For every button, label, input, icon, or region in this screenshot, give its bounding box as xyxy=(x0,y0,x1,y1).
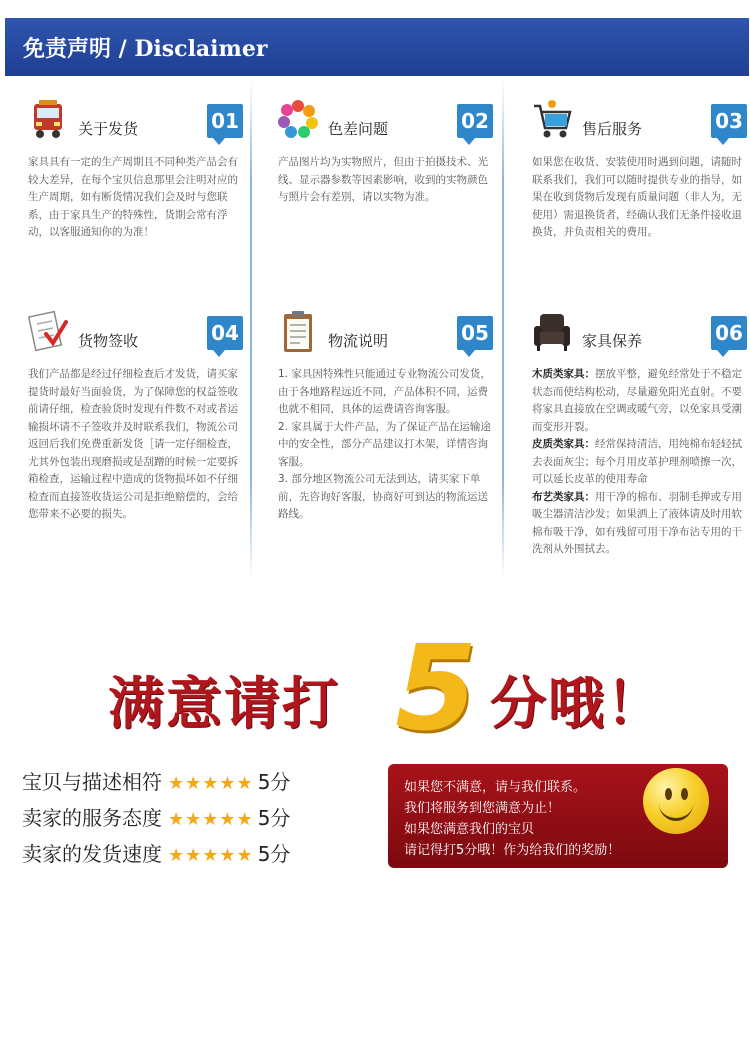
section-number: 01 xyxy=(207,104,243,138)
page-title: 免责声明 / Disclaimer xyxy=(23,36,268,62)
section-maintenance xyxy=(532,310,747,559)
logistics-item: 3. 部分地区物流公司无法到达，请买家下单前，先咨询好客服，协商好可到达的物流运送路线。 xyxy=(278,473,488,520)
star-rating-icon: ★★★★★ xyxy=(168,809,254,830)
star-rating-icon: ★★★★★ xyxy=(168,773,254,794)
section-body: 我们产品都是经过仔细检查后才发货，请买家提货时最好当面验货，为了保障您的权益签收前请仔细，检查验货时发现有件数不对或者运输损坏请不子签收并及时联系我们，物流公司返回后我们免费重新发货［请一定仔细检查，尤其外包装出现磨损或是刮蹭的时候一定要拆箱检查，运输过程中造成的货物损坏如不仔细检查而直接签收货运公司是拒绝赔偿的，会给您带来不必要的损失。 xyxy=(28,368,238,520)
section-body: 如果您在收货、安装使用时遇到问题，请随时联系我们，我们可以随时提供专业的指导，如果在收到货物后发现有质量问题（非人为，无使用）需退换货者，经确认我们无条件接收退换货，并负责相关的费用。 xyxy=(532,156,742,238)
section-shipping xyxy=(28,98,243,242)
armchair-icon xyxy=(532,310,572,354)
section-body xyxy=(278,366,493,524)
section-title: 关于发货 xyxy=(78,120,139,138)
checklist-icon xyxy=(28,310,68,354)
section-number: 04 xyxy=(207,316,243,350)
section-logistics xyxy=(278,310,493,524)
promo-line: 请记得打5分哦！作为给我们的奖励！ xyxy=(404,843,621,858)
truck-icon xyxy=(28,98,68,142)
rating-label: 宝贝与描述相符 xyxy=(22,770,162,794)
promo-line: 如果您不满意，请与我们联系。 xyxy=(404,780,587,795)
section-after-sales xyxy=(532,98,747,242)
section-title: 货物签收 xyxy=(78,332,139,350)
rating-row xyxy=(22,838,290,867)
rating-row xyxy=(22,802,290,831)
rating-label: 卖家的发货速度 xyxy=(22,842,162,866)
care-text: 经常保持清洁，用纯棉布轻轻拭去表面灰尘；每个月用皮革护理剂喷擦一次，可以延长皮革的使用寿命 xyxy=(532,438,742,485)
care-item xyxy=(532,489,747,559)
star-rating-icon: ★★★★★ xyxy=(168,845,254,866)
divider xyxy=(250,80,252,580)
disclaimer-header xyxy=(5,18,749,76)
section-title: 售后服务 xyxy=(582,120,643,138)
rating-headline-number: 5 xyxy=(395,619,478,757)
section-body: 家具具有一定的生产周期且不同种类产品会有较大差异，在每个宝贝信息那里会注明对应的生产周期，如有断货情况我们会及时与您联系，由于家具生产的特殊性，货期会常有浮动，以客服通知你的为准！ xyxy=(28,156,238,238)
logistics-item: 2. 家具属于大件产品，为了保证产品在运输途中的安全性，部分产品建议打木架，详情咨询客服。 xyxy=(278,420,491,468)
care-item xyxy=(532,366,747,436)
section-body xyxy=(532,366,747,559)
logistics-item: 1. 家具因特殊性只能通过专业物流公司发货，由于各地路程远近不同，产品体积不同，运费也就不相同，具体的运费请咨询客服。 xyxy=(278,368,491,415)
rating-label: 卖家的服务态度 xyxy=(22,806,162,830)
section-number: 06 xyxy=(711,316,747,350)
section-title: 物流说明 xyxy=(328,332,389,350)
care-label: 木质类家具： xyxy=(532,368,595,380)
rating-score: 5分 xyxy=(257,806,291,830)
rating-score: 5分 xyxy=(257,842,291,866)
shopping-cart-icon xyxy=(532,98,572,142)
care-item xyxy=(532,436,747,489)
care-label: 布艺类家具： xyxy=(532,490,595,503)
rating-headline-right: 分哦！ xyxy=(490,672,664,737)
smiley-icon xyxy=(643,768,709,834)
promo-line: 如果您满意我们的宝贝 xyxy=(404,822,535,837)
section-title: 家具保养 xyxy=(582,332,643,350)
rating-score: 5分 xyxy=(257,770,291,794)
section-number: 05 xyxy=(457,316,493,350)
care-text: 用干净的棉布、羽制毛掸或专用吸尘器清洁沙发；如果洒上了液体请及时用软棉布吸干净，如有残留可用干净布沾专用的干洗剂从外围拭去。 xyxy=(532,490,742,555)
rating-row xyxy=(22,766,290,795)
section-title: 色差问题 xyxy=(328,120,389,138)
section-body: 产品图片均为实物照片，但由于拍摄技术、光线、显示器参数等因素影响，收到的实物颜色与照片会有差别，请以实物为准。 xyxy=(278,156,488,203)
section-number: 03 xyxy=(711,104,747,138)
care-label: 皮质类家具： xyxy=(532,438,595,450)
care-text: 摆放平整，避免经常处于不稳定状态而使结构松动，尽量避免阳光直射。不要将家具直接放在空调或暖气旁，以免家具受潮而变形开裂。 xyxy=(532,368,742,433)
color-palette-icon xyxy=(278,98,318,142)
section-color-difference xyxy=(278,98,493,207)
rating-headline-left: 满意请打 xyxy=(108,672,340,737)
clipboard-icon xyxy=(278,310,318,354)
divider xyxy=(502,80,504,580)
promo-line: 我们将服务到您满意为止！ xyxy=(404,801,561,816)
section-receipt xyxy=(28,310,243,524)
section-number: 02 xyxy=(457,104,493,138)
